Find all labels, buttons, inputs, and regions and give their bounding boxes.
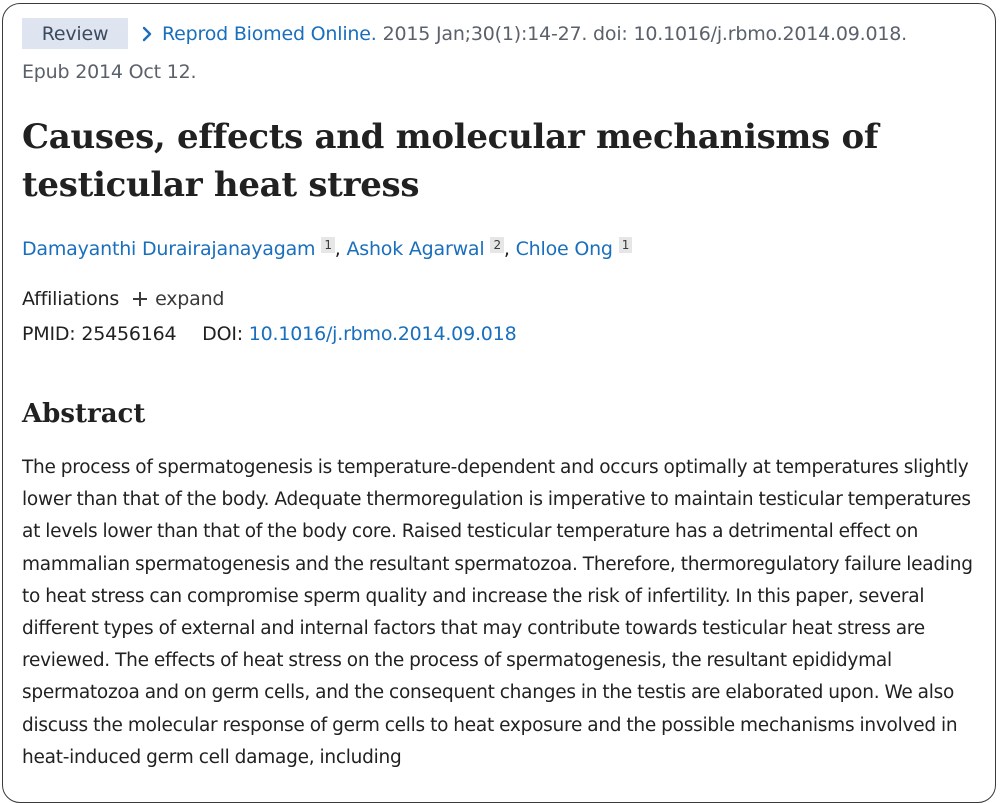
epub-date: Epub 2014 Oct 12. (22, 61, 197, 83)
doi-link[interactable]: 10.1016/j.rbmo.2014.09.018 (248, 323, 517, 345)
author-link[interactable]: Damayanthi Durairajanayagam (22, 238, 316, 260)
identifiers (22, 323, 516, 345)
affiliations-label: Affiliations (22, 288, 120, 310)
article-title: Causes, effects and molecular mechanisms of testicular heat stress (22, 117, 879, 205)
affiliation-marker[interactable]: 1 (619, 237, 632, 253)
chevron-right-icon[interactable] (140, 24, 156, 44)
pmid-label: PMID: (22, 323, 76, 345)
author-link[interactable]: Chloe Ong (515, 238, 613, 260)
abstract-text: The process of spermatogenesis is temperature-dependent and occurs optimally at temperatures slightly lower than that of the body. Adequate thermoregulation is imperative to maintain testicular temperatures at levels lower than that of the body core. Raised testicular temperature has a detrimental effect on mammalian spermatogenesis and the resultant spermatozoa. Therefore, thermoregulatory failure leading to heat stress can compromise sperm quality and increase the risk of infertility. In this paper, several different types of external and internal factors that may contribute towards testicular heat stress are reviewed. The effects of heat stress on the process of spermatogenesis, the resultant epididymal spermatozoa and on germ cells, and the consequent changes in the testis are elaborated upon. We also discuss the molecular response of germ cells to heat exposure and the possible mechanisms involved in heat-induced germ cell damage, including (22, 457, 973, 768)
affiliation-marker[interactable]: 2 (490, 237, 503, 253)
doi-label: DOI: (202, 323, 243, 345)
affiliation-marker[interactable]: 1 (321, 237, 334, 253)
expand-button-label[interactable]: expand (155, 288, 225, 310)
author-link[interactable]: Ashok Agarwal (346, 238, 485, 260)
pmid-value: 25456164 (81, 323, 177, 345)
citation-line (22, 18, 907, 49)
plus-icon (133, 292, 147, 306)
author-list: Damayanthi Durairajanayagam 1 , Ashok Agarwal 2 , Chloe Ong 1 (22, 237, 632, 260)
journal-link[interactable]: Reprod Biomed Online. (162, 22, 377, 45)
publication-type-badge: Review (22, 18, 128, 49)
affiliations-toggle[interactable] (22, 288, 224, 310)
citation-text: 2015 Jan;30(1):14-27. doi: 10.1016/j.rbmo.2014.09.018. (382, 22, 907, 45)
abstract-heading: Abstract (22, 399, 146, 429)
